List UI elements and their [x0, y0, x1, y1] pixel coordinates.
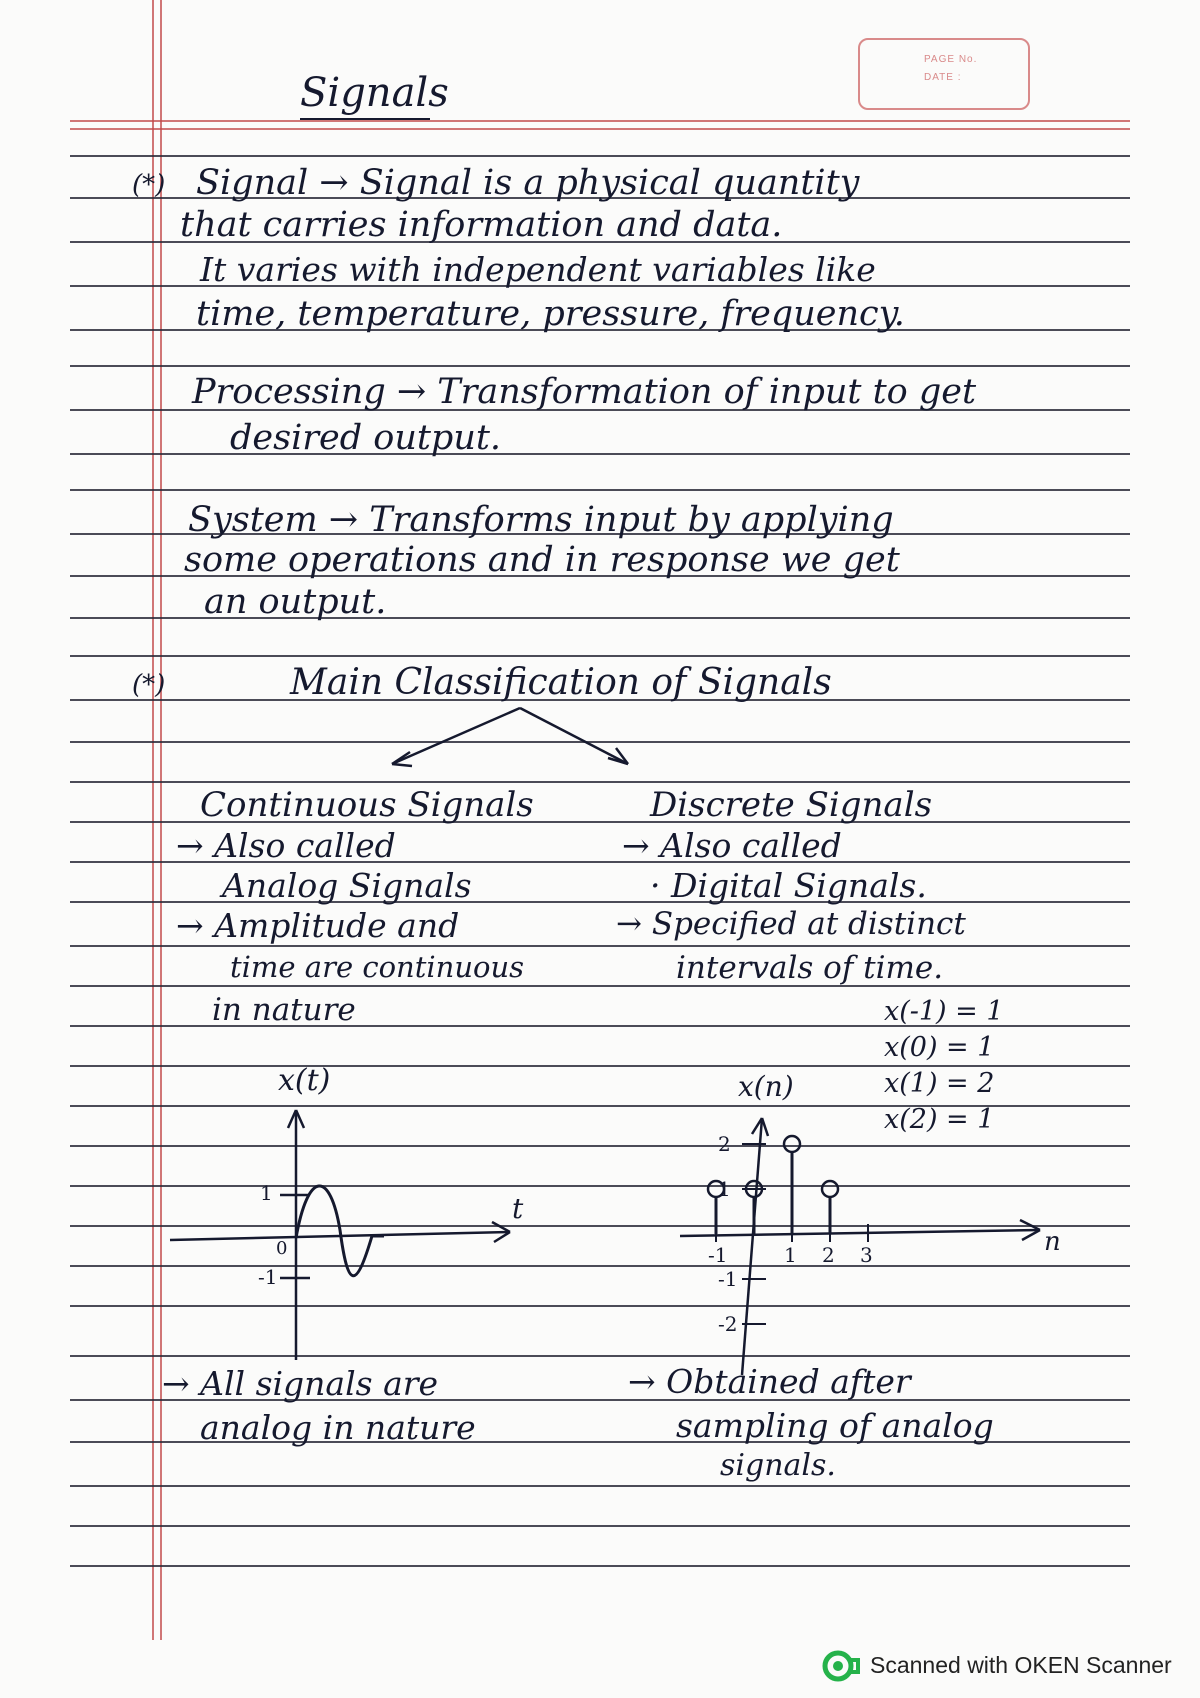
bullet-classification: (*) [132, 670, 166, 700]
system-line-3: an output. [204, 582, 387, 622]
classification-heading: Main Classification of Signals [290, 662, 832, 703]
page-no-label: PAGE No. [924, 54, 978, 65]
margin-line [152, 0, 154, 1640]
discrete-x-axis [680, 1230, 1040, 1236]
continuous-y-label: x(t) [278, 1063, 331, 1098]
discrete-line-3: → Specified at distinct [616, 906, 966, 942]
system-line-1: System → Transforms input by applying [188, 500, 894, 540]
ruled-line [70, 655, 1130, 657]
header-line [70, 128, 1130, 130]
signal-def-line-2: that carries information and data. [180, 205, 783, 245]
discrete-x-label: n [1044, 1227, 1061, 1257]
tick-label-1: 1 [260, 1181, 273, 1205]
continuous-line-3: → Amplitude and [176, 906, 460, 945]
discrete-line-2: · Digital Signals. [650, 866, 927, 905]
branch-arrows [380, 700, 640, 780]
ruled-line [70, 1485, 1130, 1487]
ruled-line [70, 453, 1130, 455]
continuous-title: Continuous Signals [200, 785, 534, 825]
discrete-y-axis [742, 1118, 762, 1375]
ruled-line [70, 1565, 1130, 1567]
continuous-x-label: t [512, 1192, 524, 1225]
system-line-2: some operations and in response we get [184, 540, 900, 580]
continuous-line-1: → Also called [176, 826, 396, 865]
discrete-graph [620, 1070, 1100, 1380]
x-tick-label: -1 [708, 1243, 728, 1267]
ruled-line [70, 781, 1130, 783]
continuous-line-2: Analog Signals [222, 866, 472, 905]
x-tick-label: 2 [822, 1243, 835, 1267]
signal-def-line-3: It varies with independent variables like [200, 250, 876, 289]
scanner-footer-text: Scanned with OKEN Scanner [870, 1652, 1172, 1678]
bullet-signal: (*) [132, 170, 166, 200]
page-title: Signals [300, 70, 449, 116]
date-label: DATE : [924, 72, 962, 83]
continuous-note-2: analog in nature [200, 1408, 476, 1447]
scanner-logo-icon [822, 1650, 860, 1682]
signal-def-line-4: time, temperature, pressure, frequency. [196, 294, 905, 334]
ruled-line [70, 365, 1130, 367]
ruled-line [70, 1525, 1130, 1527]
y-tick-label: -2 [718, 1312, 738, 1336]
continuous-line-5: in nature [212, 992, 356, 1028]
y-tick-label: 2 [718, 1132, 731, 1156]
ruled-line [70, 945, 1130, 947]
value-x-minus-1: x(-1) = 1 [884, 996, 1004, 1027]
scanner-footer [810, 1646, 1190, 1686]
header-line [70, 120, 1130, 122]
ruled-line [70, 155, 1130, 157]
ruled-line [70, 489, 1130, 491]
value-x-0: x(0) = 1 [884, 1032, 995, 1063]
tick-label-0: 0 [276, 1238, 288, 1259]
y-tick-label: 1 [718, 1177, 731, 1201]
continuous-graph [160, 1050, 560, 1370]
sample-point [784, 1136, 800, 1152]
value-x-2: x(2) = 1 [884, 1104, 995, 1135]
discrete-note-1: → Obtained after [628, 1362, 911, 1401]
tick-label-minus-1: -1 [258, 1265, 278, 1289]
x-tick-label: 3 [860, 1243, 873, 1267]
title-underline [300, 118, 430, 120]
discrete-y-label: x(n) [738, 1070, 794, 1103]
sample-point [822, 1181, 838, 1197]
ruled-line [70, 985, 1130, 987]
processing-line-2: desired output. [230, 418, 502, 458]
x-tick-label: 1 [784, 1243, 797, 1267]
discrete-note-2: sampling of analog [676, 1406, 994, 1445]
value-x-1: x(1) = 2 [884, 1068, 995, 1099]
page-date-stamp [858, 38, 1030, 110]
discrete-line-1: → Also called [622, 826, 842, 865]
discrete-line-4: intervals of time. [676, 950, 944, 986]
y-tick-label: -1 [718, 1267, 738, 1291]
discrete-title: Discrete Signals [650, 785, 933, 825]
discrete-note-3: signals. [720, 1448, 836, 1483]
continuous-note-1: → All signals are [162, 1364, 439, 1403]
continuous-line-4: time are continuous [230, 950, 525, 984]
processing-line-1: Processing → Transformation of input to get [192, 372, 977, 412]
signal-def-line-1: Signal → Signal is a physical quantity [196, 163, 860, 203]
sine-wave [296, 1186, 384, 1276]
